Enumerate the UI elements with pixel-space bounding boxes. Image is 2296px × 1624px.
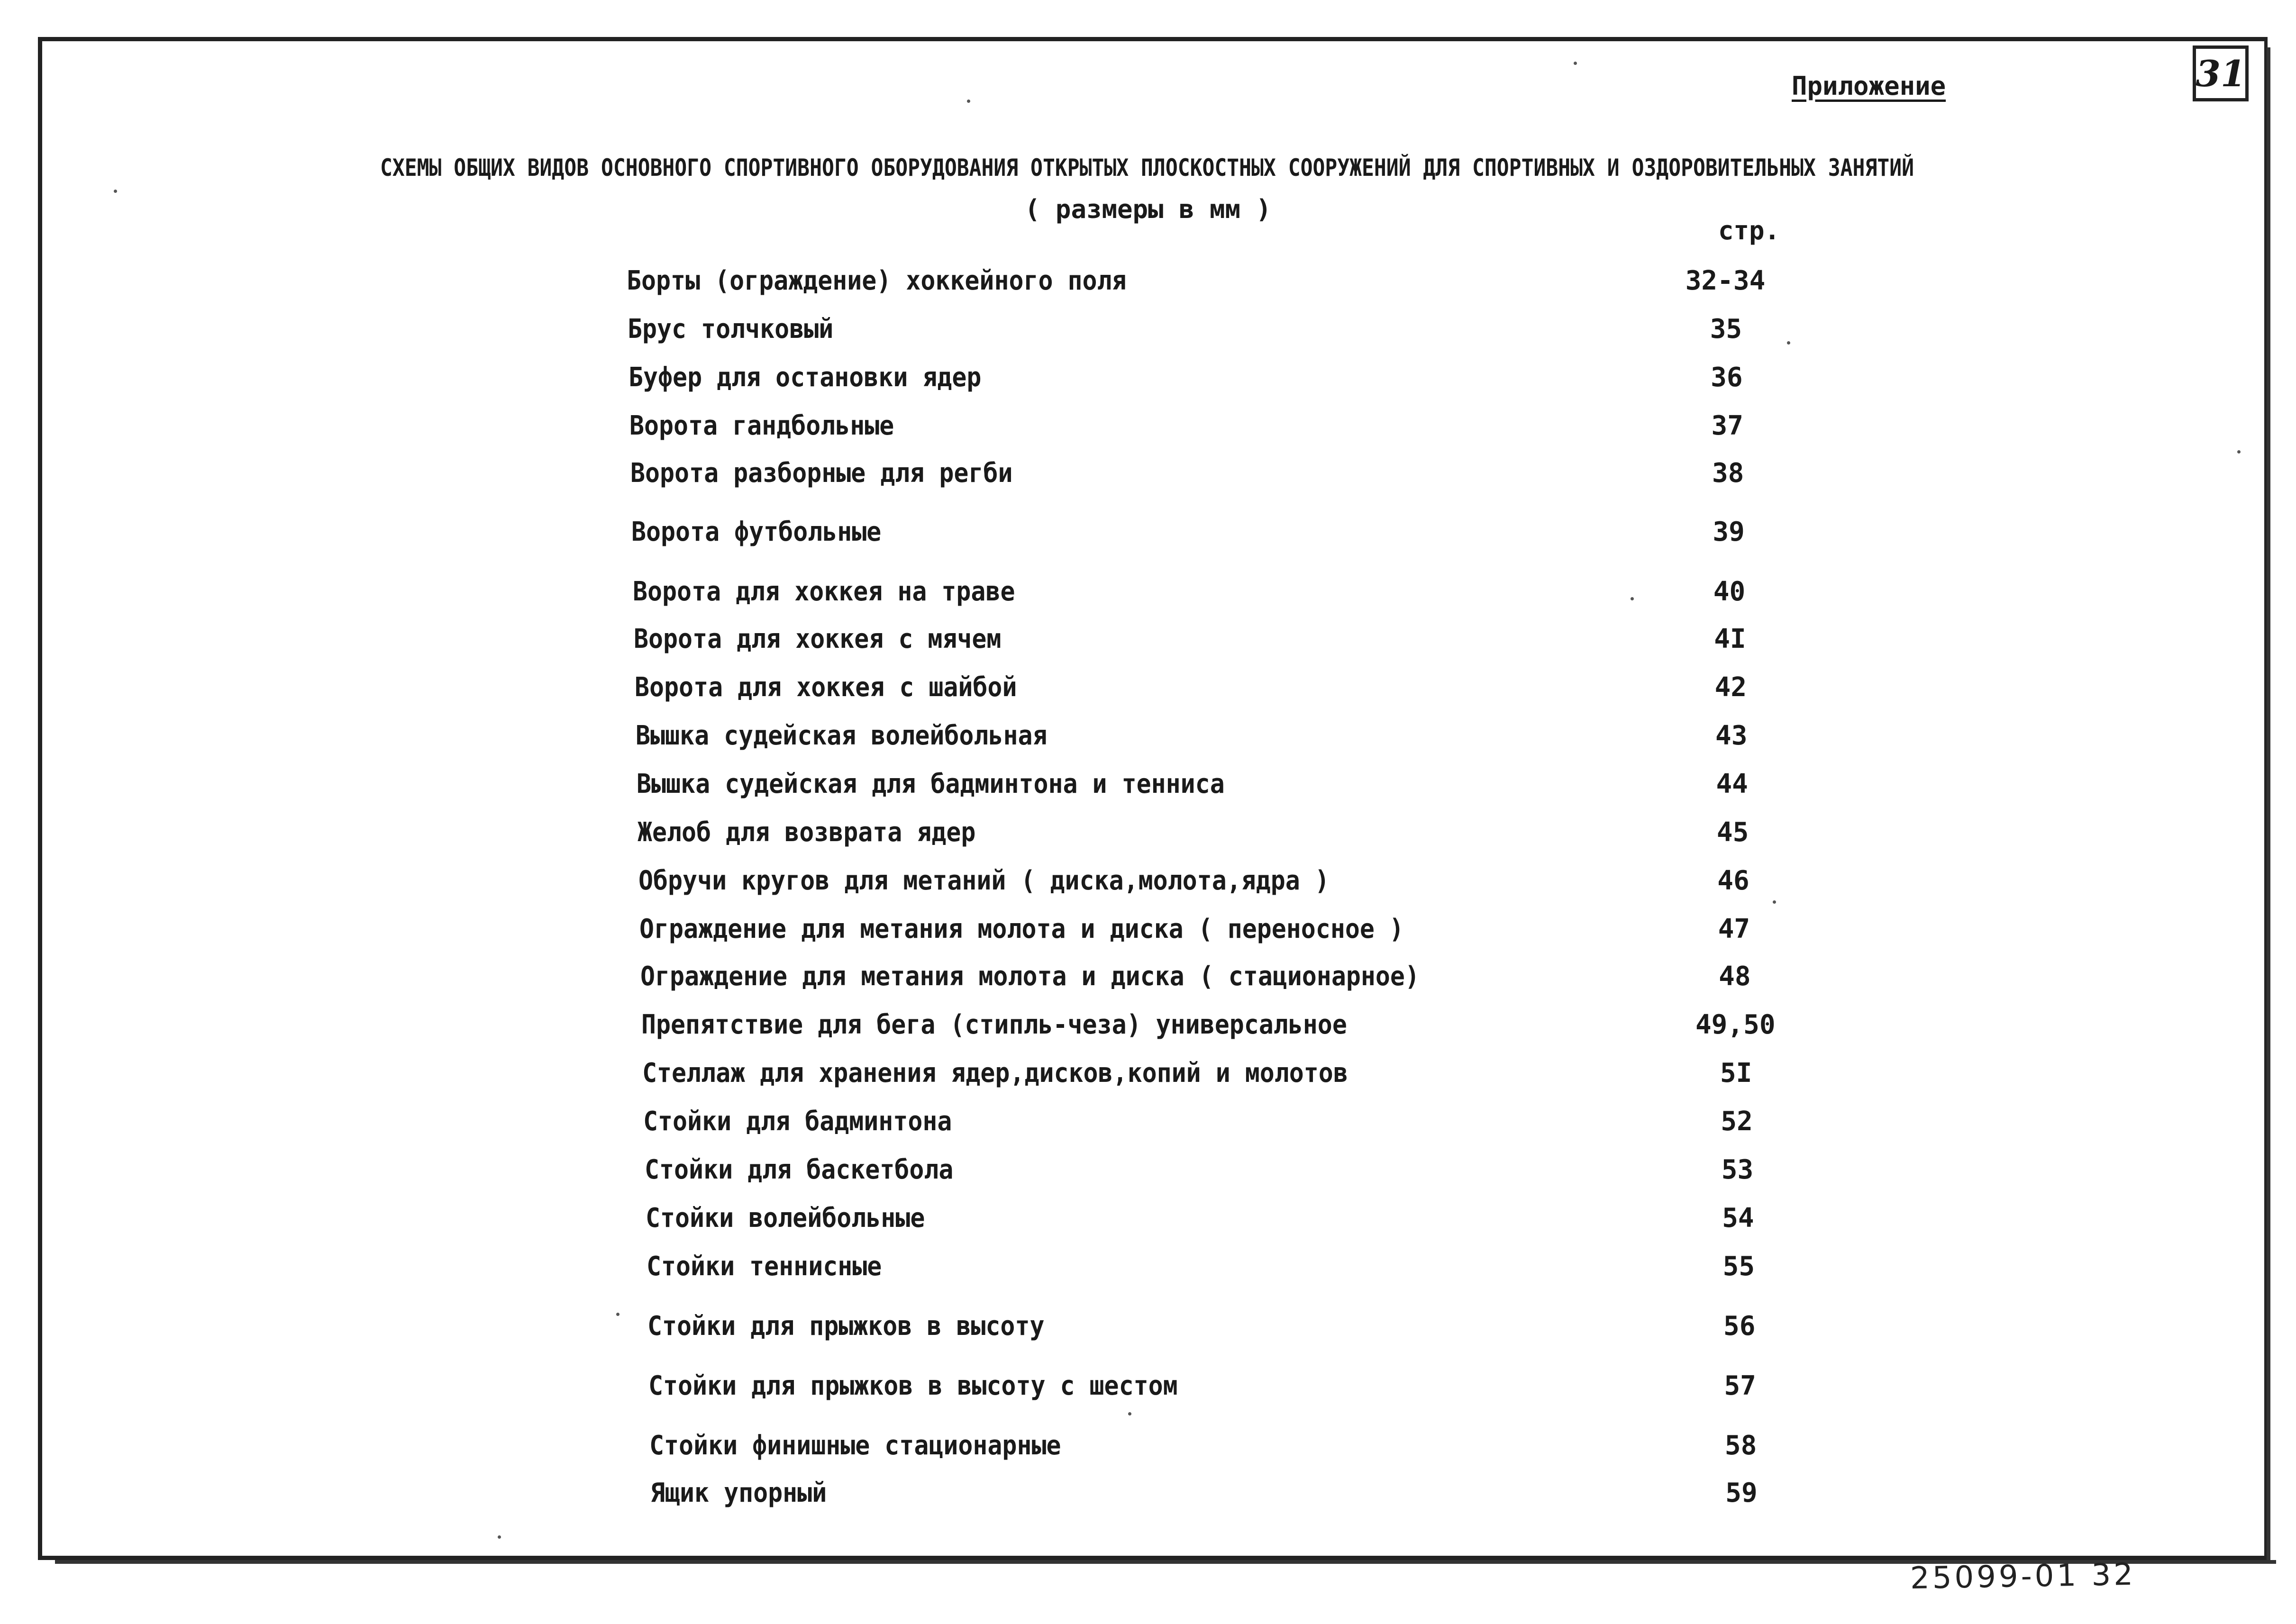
sheet-number: 31: [2193, 45, 2249, 101]
toc-item-page: 49,50: [1695, 1009, 1776, 1040]
toc-item-page: 32-34: [1685, 265, 1766, 296]
scan-speck: [1787, 341, 1790, 345]
toc-row: [0, 817, 2296, 855]
toc-item-name: Стойки для бадминтона: [643, 1106, 952, 1137]
toc-item-name: Стойки теннисные: [646, 1251, 882, 1282]
toc-item-page: 56: [1723, 1311, 1756, 1342]
toc-row: [0, 410, 2296, 448]
toc-row: [0, 961, 2296, 999]
toc-item-name: Брус толчковый: [628, 314, 834, 345]
toc-item-page: 43: [1715, 720, 1748, 751]
toc-row: [0, 1251, 2296, 1289]
toc-item-name: Обручи кругов для метаний ( диска,молота,ядра ): [638, 865, 1330, 896]
page-title: СХЕМЫ ОБЩИХ ВИДОВ ОСНОВНОГО СПОРТИВНОГО ОБОРУДОВАНИЯ ОТКРЫТЫХ ПЛОСКОСТНЫХ СООРУЖЕНИЙ ДЛЯ СПОРТИВНЫХ И ОЗДОРОВИТЕЛЬНЫХ ЗАНЯТИЙ: [380, 154, 1914, 181]
scan-speck: [1631, 597, 1634, 600]
scan-speck: [114, 190, 117, 193]
toc-item-name: Ворота гандбольные: [629, 410, 894, 441]
toc-item-page: 39: [1713, 517, 1745, 547]
toc-item-name: Ворота для хоккея на траве: [632, 576, 1015, 607]
toc-item-name: Желоб для возврата ядер: [637, 817, 976, 848]
toc-row: [0, 1203, 2296, 1241]
scan-speck: [1128, 1412, 1131, 1415]
toc-item-name: Стойки для прыжков в высоту: [647, 1311, 1045, 1342]
toc-item-name: Ограждение для метания молота и диска ( переносное ): [639, 914, 1404, 944]
scan-speck: [616, 1313, 620, 1316]
toc-row: [0, 672, 2296, 710]
toc-row: [0, 362, 2296, 400]
toc-item-page: 36: [1711, 362, 1743, 393]
toc-item-name: Борты (ограждение) хоккейного поля: [627, 265, 1127, 296]
scan-speck: [967, 100, 970, 103]
toc-item-page: 59: [1725, 1478, 1758, 1508]
scan-speck: [2237, 450, 2241, 454]
toc-row: [0, 1430, 2296, 1468]
page-subtitle: ( размеры в мм ): [1024, 194, 1272, 224]
toc-row: [0, 914, 2296, 952]
toc-row: [0, 769, 2296, 807]
toc-item-page: 48: [1719, 961, 1751, 992]
toc-item-name: Ворота футбольные: [631, 517, 882, 547]
toc-item-page: 52: [1721, 1106, 1753, 1137]
toc-item-page: 38: [1712, 458, 1744, 489]
toc-row: [0, 720, 2296, 758]
toc-item-name: Стеллаж для хранения ядер,дисков,копий и молотов: [642, 1058, 1348, 1089]
toc-item-page: 46: [1717, 865, 1749, 896]
toc-row: [0, 1370, 2296, 1408]
toc-row: [0, 517, 2296, 554]
toc-item-page: 47: [1718, 914, 1750, 944]
toc-item-page: 40: [1713, 576, 1746, 607]
toc-item-name: Вышка судейская волейбольная: [635, 720, 1048, 751]
page-column-header: стр.: [1718, 216, 1780, 245]
toc-item-name: Стойки волейбольные: [645, 1203, 925, 1234]
toc-row: [0, 1478, 2296, 1515]
scan-speck: [498, 1535, 501, 1539]
toc-item-name: Вышка судейская для бадминтона и тенниса: [636, 769, 1225, 799]
toc-item-name: Ворота для хоккея с шайбой: [634, 672, 1017, 703]
toc-row: [0, 865, 2296, 903]
toc-item-page: 53: [1721, 1154, 1754, 1185]
toc-row: [0, 576, 2296, 614]
toc-row: [0, 1154, 2296, 1192]
toc-item-page: 37: [1711, 410, 1743, 441]
toc-item-page: 54: [1722, 1203, 1754, 1234]
toc-item-page: 35: [1710, 314, 1742, 345]
toc-item-name: Ограждение для метания молота и диска ( стационарное): [640, 961, 1420, 992]
toc-item-page: 57: [1724, 1370, 1756, 1401]
toc-item-page: 44: [1716, 769, 1748, 799]
appendix-label: Приложение: [1792, 71, 1946, 101]
toc-row: [0, 1009, 2296, 1047]
toc-item-page: 5I: [1720, 1058, 1752, 1089]
toc-row: [0, 458, 2296, 496]
toc-item-name: Стойки финишные стационарные: [649, 1430, 1061, 1461]
toc-row: [0, 265, 2296, 303]
toc-item-name: Ящик упорный: [650, 1478, 827, 1508]
toc-item-name: Ворота для хоккея с мячем: [633, 624, 1002, 654]
toc-row: [0, 314, 2296, 352]
toc-row: [0, 1058, 2296, 1096]
toc-row: [0, 1106, 2296, 1144]
scan-speck: [1773, 900, 1776, 904]
toc-item-page: 55: [1722, 1251, 1755, 1282]
toc-item-page: 58: [1724, 1430, 1757, 1461]
toc-row: [0, 624, 2296, 662]
toc-item-name: Ворота разборные для регби: [630, 458, 1013, 489]
toc-item-name: Стойки для прыжков в высоту с шестом: [648, 1370, 1178, 1401]
toc-item-name: Стойки для баскетбола: [644, 1154, 953, 1185]
toc-item-page: 4I: [1714, 624, 1746, 654]
scan-speck: [1574, 62, 1577, 65]
toc-item-name: Буфер для остановки ядер: [629, 362, 982, 393]
toc-item-page: 42: [1714, 672, 1747, 703]
toc-item-page: 45: [1716, 817, 1749, 848]
toc-item-name: Препятствие для бега (стипль-чеза) универсальное: [641, 1009, 1348, 1040]
archive-stamp: 25099-01 32: [1910, 1557, 2136, 1597]
toc-row: [0, 1311, 2296, 1349]
